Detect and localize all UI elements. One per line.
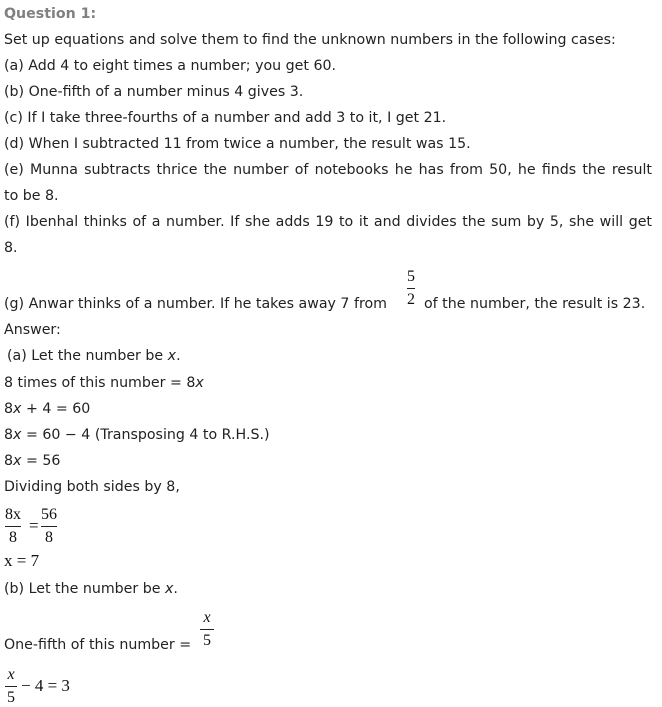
answer-a-eq1-var: x <box>13 401 22 417</box>
part-g-fraction-numerator: 5 <box>407 268 415 285</box>
answer-a-eq3-post: = 56 <box>21 453 61 469</box>
fraction-bar <box>407 288 415 289</box>
answer-a-let <box>7 347 181 365</box>
part-a-text: (a) Add 4 to eight times a number; you get 60. <box>4 58 337 74</box>
question-title: Question 1: <box>4 6 97 22</box>
answer-a-times-prefix: 8 times of this number = 8 <box>4 375 196 391</box>
answer-a-variable: x <box>167 348 177 364</box>
part-g-fraction-denominator: 2 <box>407 291 415 308</box>
fraction-bar <box>200 629 214 630</box>
answer-b-let-prefix: (b) Let the number be <box>4 581 165 597</box>
answer-a-times-line <box>4 374 204 392</box>
answer-a-left-numerator: 8x <box>5 506 21 523</box>
answer-b-let-suffix: . <box>173 581 178 597</box>
answer-a-let-suffix: . <box>176 348 181 364</box>
answer-b-let <box>4 580 178 598</box>
question-intro: Set up equations and solve them to find the unknown numbers in the following cases: <box>4 32 616 48</box>
fraction-bar <box>41 526 57 527</box>
answer-a-dividing: Dividing both sides by 8, <box>4 479 180 495</box>
part-e-line1: (e) Munna subtracts thrice the number of notebooks he has from 50, he finds the result <box>4 162 652 178</box>
answer-b-variable: x <box>164 581 174 597</box>
part-g-fraction <box>407 268 415 309</box>
answer-a-eq1-post: + 4 = 60 <box>21 401 91 417</box>
part-f-line1: (f) Ibenhal thinks of a number. If she adds 19 to it and divides the sum by 5, she will get <box>4 214 652 230</box>
answer-a-eq2-pre: 8 <box>4 427 14 443</box>
part-g-before: (g) Anwar thinks of a number. If he takes away 7 from <box>4 296 387 312</box>
fraction-bar <box>5 526 21 527</box>
answer-a-eq3-var: x <box>13 453 22 469</box>
answer-a-eq2-post: = 60 − 4 (Transposing 4 to R.H.S.) <box>21 427 270 443</box>
answer-b-eq-rest: − 4 = 3 <box>21 676 70 695</box>
answer-a-eq3 <box>4 452 60 470</box>
answer-a-eq1-pre: 8 <box>4 401 14 417</box>
answer-b-eq-fraction <box>5 666 17 707</box>
answer-a-equals-sign: = <box>29 516 39 535</box>
answer-a-let-prefix: (a) Let the number be <box>7 348 168 364</box>
part-c-text: (c) If I take three-fourths of a number and add 3 to it, I get 21. <box>4 110 447 126</box>
answer-a-right-fraction <box>41 506 57 547</box>
part-g-after: of the number, the result is 23. <box>424 296 646 312</box>
answer-a-right-denominator: 8 <box>45 529 53 546</box>
answer-a-times-var: x <box>195 375 204 391</box>
answer-a-eq3-pre: 8 <box>4 453 14 469</box>
answer-b-fraction-denominator: 5 <box>203 632 211 649</box>
answer-a-eq1 <box>4 400 90 418</box>
answer-a-eq2-var: x <box>13 427 22 443</box>
answer-a-left-fraction <box>5 506 21 547</box>
part-d-text: (d) When I subtracted 11 from twice a number, the result was 15. <box>4 136 471 152</box>
answer-a-result: x = 7 <box>4 551 40 570</box>
answer-a-right-numerator: 56 <box>41 506 57 523</box>
answer-b-one-fifth: One-fifth of this number = <box>4 637 192 653</box>
part-e-line2: to be 8. <box>4 188 59 204</box>
answer-b-fraction-numerator: x <box>203 609 211 626</box>
answer-b-eq-numerator: x <box>7 666 15 683</box>
answer-a-left-denominator: 8 <box>9 529 17 546</box>
part-b-text: (b) One-fifth of a number minus 4 gives 3. <box>4 84 304 100</box>
answer-b-fraction <box>200 609 214 650</box>
fraction-bar <box>5 686 17 687</box>
answer-label: Answer: <box>4 322 61 338</box>
answer-b-eq-denominator: 5 <box>7 689 15 706</box>
part-f-line2: 8. <box>4 240 18 256</box>
answer-a-eq2 <box>4 426 270 444</box>
